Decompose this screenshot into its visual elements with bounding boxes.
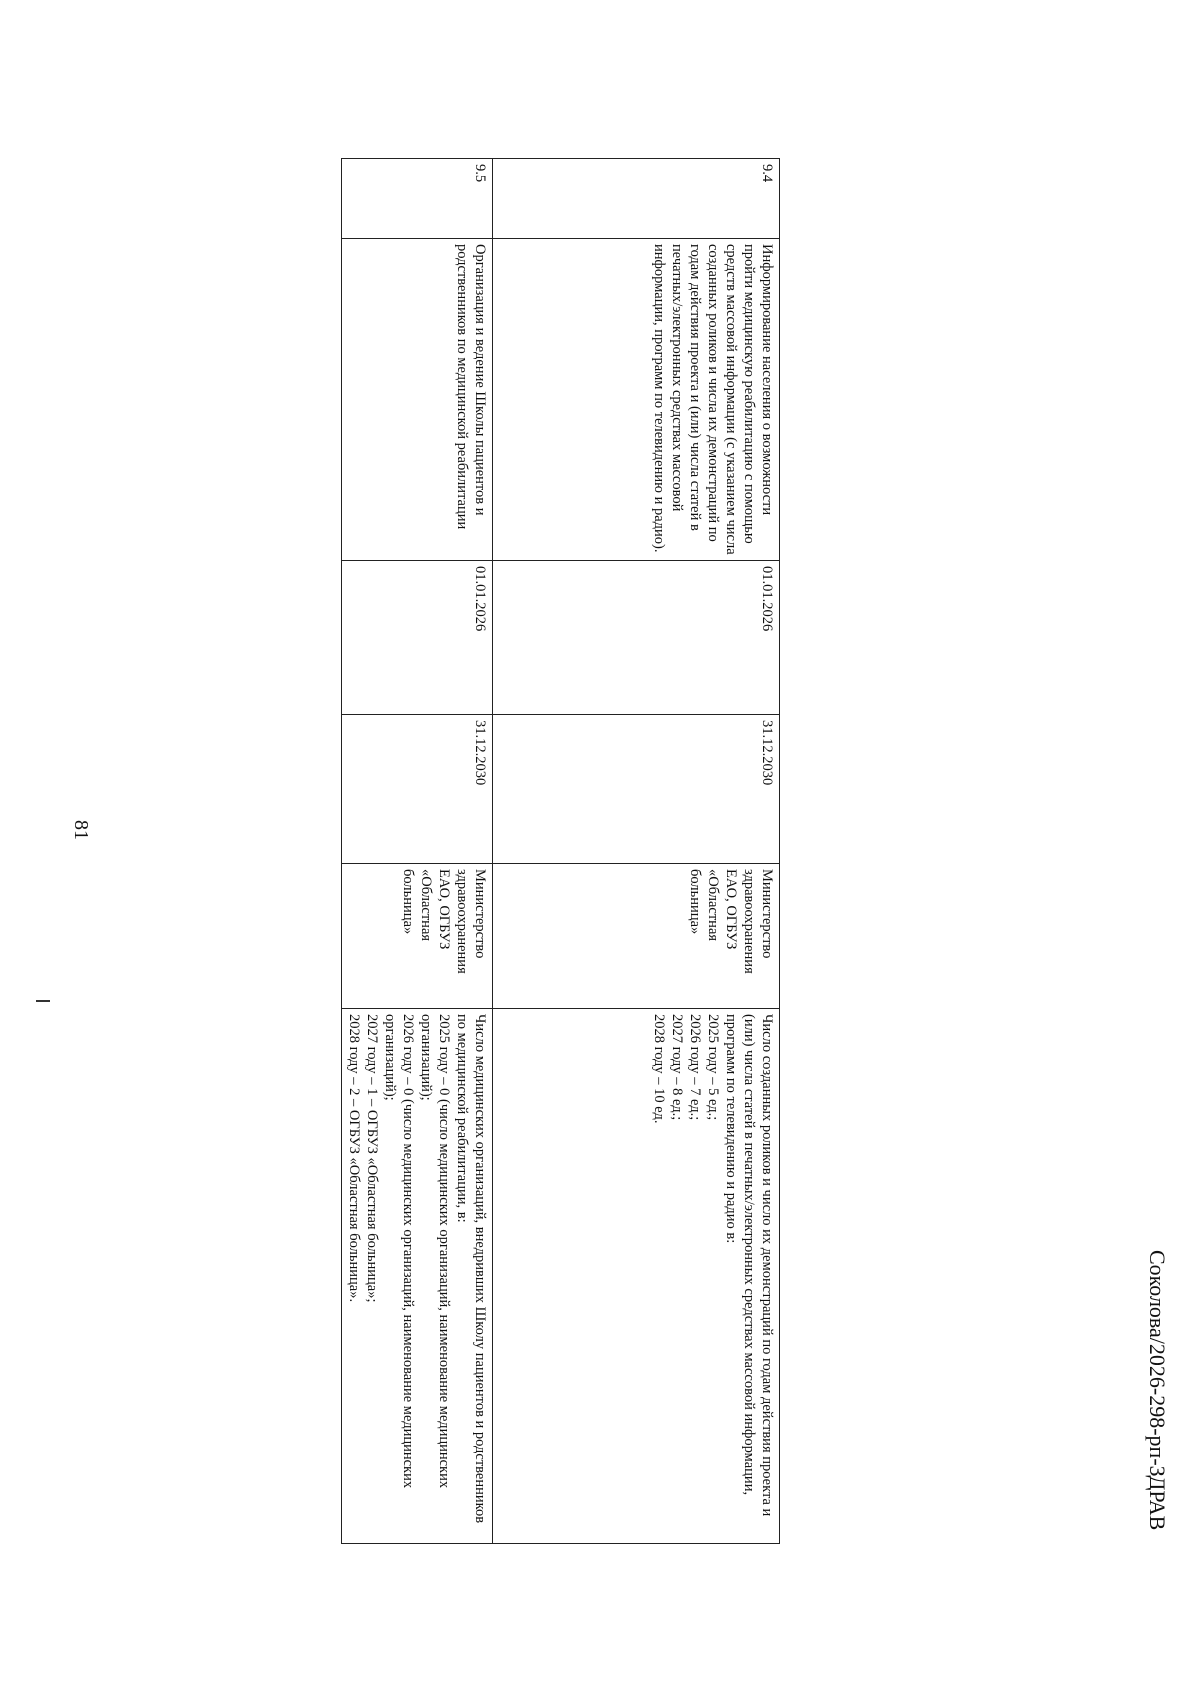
responsible-executor: Министерство здравоохранения ЕАО, ОГБУЗ «Областная больница» <box>342 864 493 1009</box>
expected-result: Число созданных роликов и число их демонстраций по годам действия проекта и (или) числа статей в печатных/электронных средствах массовой информации, программ по телевидению и радио в: 2025 году – 5 ед.; 2026 году – 7 ед.; 2027 году – 8 ед.; 2028 году – 10 ед. <box>493 1009 780 1544</box>
event-description: Организация и ведение Школы пациентов и родственников по медицинской реабилитации <box>342 239 493 561</box>
event-description: Информирование населения о возможности пройти медицинскую реабилитацию с помощью средств массовой информации (с указанием числа созданных роликов и числа их демонстраций по годам действия проекта и (или) числа статей в печатных/электронных средствах массовой информации, программ по телевидению и радио). <box>493 239 780 561</box>
plan-table <box>341 158 780 1544</box>
expected-result: Число медицинских организаций, внедривших Школу пациентов и родственников по медицинской реабилитации, в: 2025 году – 0 (число медицинских организаций, наименование медицинских организаций); 2026 году – 0 (число медицинских организаций, наименование медицинских организаций); 2027 году – 1 – ОГБУЗ «Областная больница»; 2028 году – 2 – ОГБУЗ «Областная больница». <box>342 1009 493 1544</box>
page-number: 81 <box>70 820 92 840</box>
table-row <box>342 159 493 1544</box>
row-number: 9.5 <box>342 159 493 239</box>
start-date: 01.01.2026 <box>342 561 493 715</box>
end-date: 31.12.2030 <box>342 715 493 864</box>
start-date: 01.01.2026 <box>493 561 780 715</box>
row-number: 9.4 <box>493 159 780 239</box>
end-date: 31.12.2030 <box>493 715 780 864</box>
responsible-executor: Министерство здравоохранения ЕАО, ОГБУЗ «Областная больница» <box>493 864 780 1009</box>
scan-mark <box>36 1000 50 1002</box>
table-row <box>493 159 780 1544</box>
document-code: Соколова/2026-298-рп-ЗДРАВ <box>1145 1250 1170 1531</box>
